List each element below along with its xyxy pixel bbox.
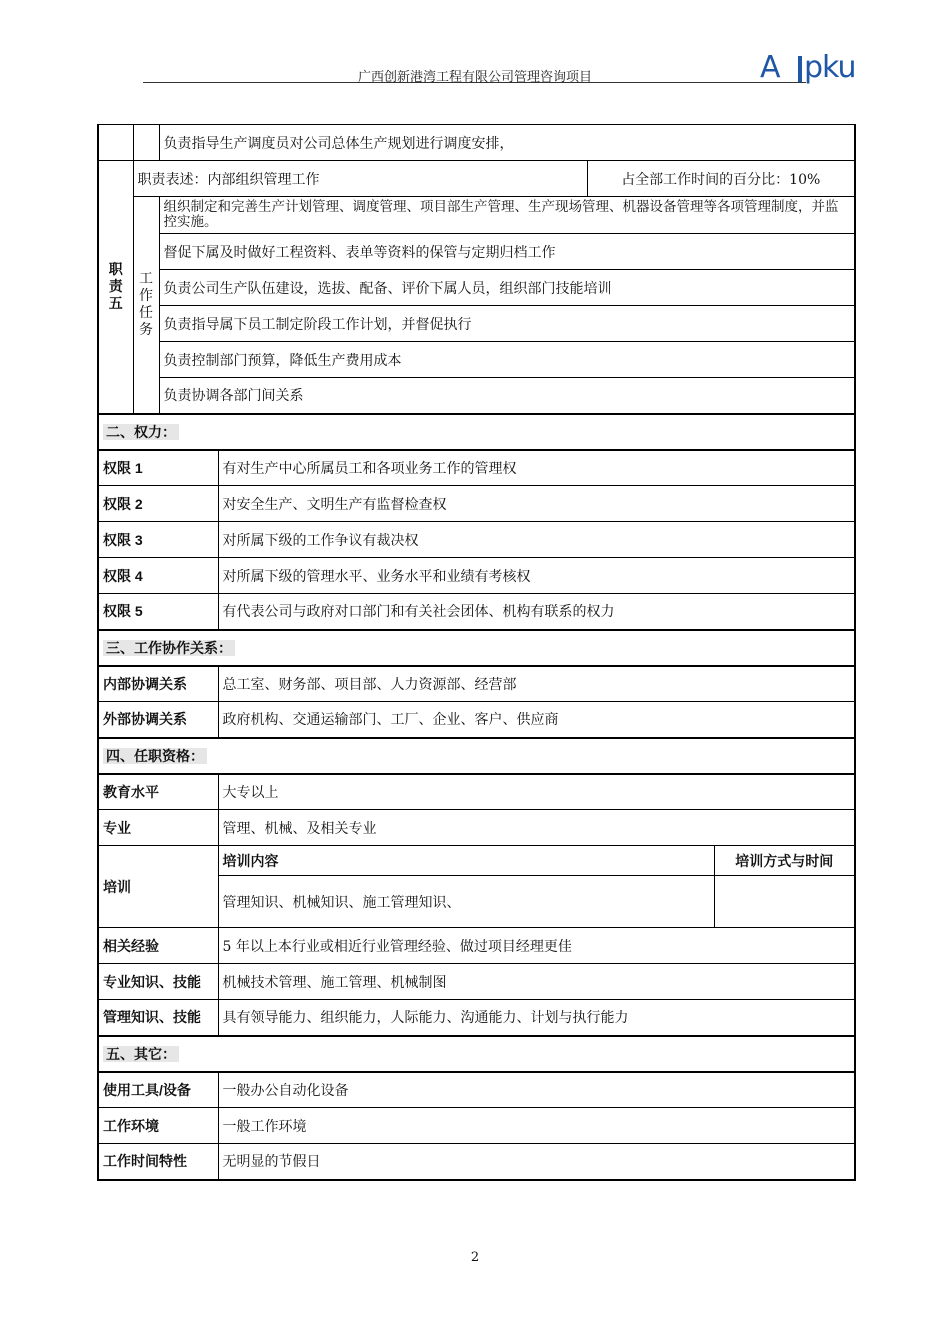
training-content-header: 培训内容 [218, 846, 714, 876]
company-logo [760, 50, 875, 86]
work-time-text: 无明显的节假日 [218, 1144, 855, 1180]
authority-label-4: 权限 4 [98, 558, 218, 594]
duty5-label: 职 责 五 [98, 161, 133, 414]
major-text: 管理、机械、及相关专业 [218, 810, 855, 846]
page-number: 2 [470, 1250, 480, 1265]
duty5-task-3: 负责公司生产队伍建设，选拔、配备、评价下属人员，组织部门技能培训 [159, 270, 855, 306]
authority-section-heading: 二、权力： [98, 414, 855, 450]
duty5-task-1: 组织制定和完善生产计划管理、调度管理、项目部生产管理、生产现场管理、机器设备管理等各项管理制度，并监控实施。 [159, 197, 855, 234]
carry-over-blank-a [98, 125, 133, 161]
training-label: 培训 [98, 846, 218, 928]
major-label: 专业 [98, 810, 218, 846]
work-environment-text: 一般工作环境 [218, 1108, 855, 1144]
internal-relations-text: 总工室、财务部、项目部、人力资源部、经营部 [218, 666, 855, 702]
duty5-task-4: 负责指导属下员工制定阶段工作计划，并督促执行 [159, 306, 855, 342]
authority-label-2: 权限 2 [98, 486, 218, 522]
work-environment-label: 工作环境 [98, 1108, 218, 1144]
logo-right-letters: pku [804, 50, 856, 85]
experience-text: 5 年以上本行业或相近行业管理经验、做过项目经理更佳 [218, 928, 855, 964]
professional-skill-label: 专业知识、技能 [98, 964, 218, 1000]
carry-over-blank-b [133, 125, 159, 161]
management-skill-label: 管理知识、技能 [98, 1000, 218, 1036]
management-skill-text: 具有领导能力、组织能力，人际能力、沟通能力、计划与执行能力 [218, 1000, 855, 1036]
education-label: 教育水平 [98, 774, 218, 810]
work-time-label: 工作时间特性 [98, 1144, 218, 1180]
authority-text-1: 有对生产中心所属员工和各项业务工作的管理权 [218, 450, 855, 486]
relations-section-heading: 三、工作协作关系： [98, 630, 855, 666]
authority-label-5: 权限 5 [98, 594, 218, 630]
duty5-task-6: 负责协调各部门间关系 [159, 378, 855, 414]
authority-text-2: 对安全生产、文明生产有监督检查权 [218, 486, 855, 522]
authority-text-5: 有代表公司与政府对口部门和有关社会团体、机构有联系的权力 [218, 594, 855, 630]
others-section-heading: 五、其它： [98, 1036, 855, 1072]
duty5-tasks-label: 工 作 任 务 [133, 197, 159, 414]
duty5-task-5: 负责控制部门预算，降低生产费用成本 [159, 342, 855, 378]
qualifications-section-heading: 四、任职资格： [98, 738, 855, 774]
document-header-title: 广西创新港湾工程有限公司管理咨询项目 [357, 70, 592, 85]
tools-label: 使用工具/设备 [98, 1072, 218, 1108]
logo-bar [798, 56, 802, 82]
authority-text-4: 对所属下级的管理水平、业务水平和业绩有考核权 [218, 558, 855, 594]
training-method-header: 培训方式与时间 [714, 846, 855, 876]
tools-text: 一般办公自动化设备 [218, 1072, 855, 1108]
experience-label: 相关经验 [98, 928, 218, 964]
training-content-text: 管理知识、机械知识、施工管理知识、 [218, 876, 714, 928]
duty5-task-2: 督促下属及时做好工程资料、表单等资料的保管与定期归档工作 [159, 234, 855, 270]
authority-label-3: 权限 3 [98, 522, 218, 558]
duty4-carry-over-task: 负责指导生产调度员对公司总体生产规划进行调度安排， [159, 125, 855, 161]
authority-label-1: 权限 1 [98, 450, 218, 486]
duty5-description: 职责表述：内部组织管理工作 [133, 161, 587, 197]
job-description-table [97, 124, 856, 1181]
training-method-text [714, 876, 855, 928]
authority-text-3: 对所属下级的工作争议有裁决权 [218, 522, 855, 558]
external-relations-text: 政府机构、交通运输部门、工厂、企业、客户、供应商 [218, 702, 855, 738]
professional-skill-text: 机械技术管理、施工管理、机械制图 [218, 964, 855, 1000]
external-relations-label: 外部协调关系 [98, 702, 218, 738]
education-text: 大专以上 [218, 774, 855, 810]
internal-relations-label: 内部协调关系 [98, 666, 218, 702]
header-rule [143, 82, 806, 83]
logo-left-letter: A [760, 50, 780, 85]
duty5-time-percent: 占全部工作时间的百分比：10% [587, 161, 855, 197]
